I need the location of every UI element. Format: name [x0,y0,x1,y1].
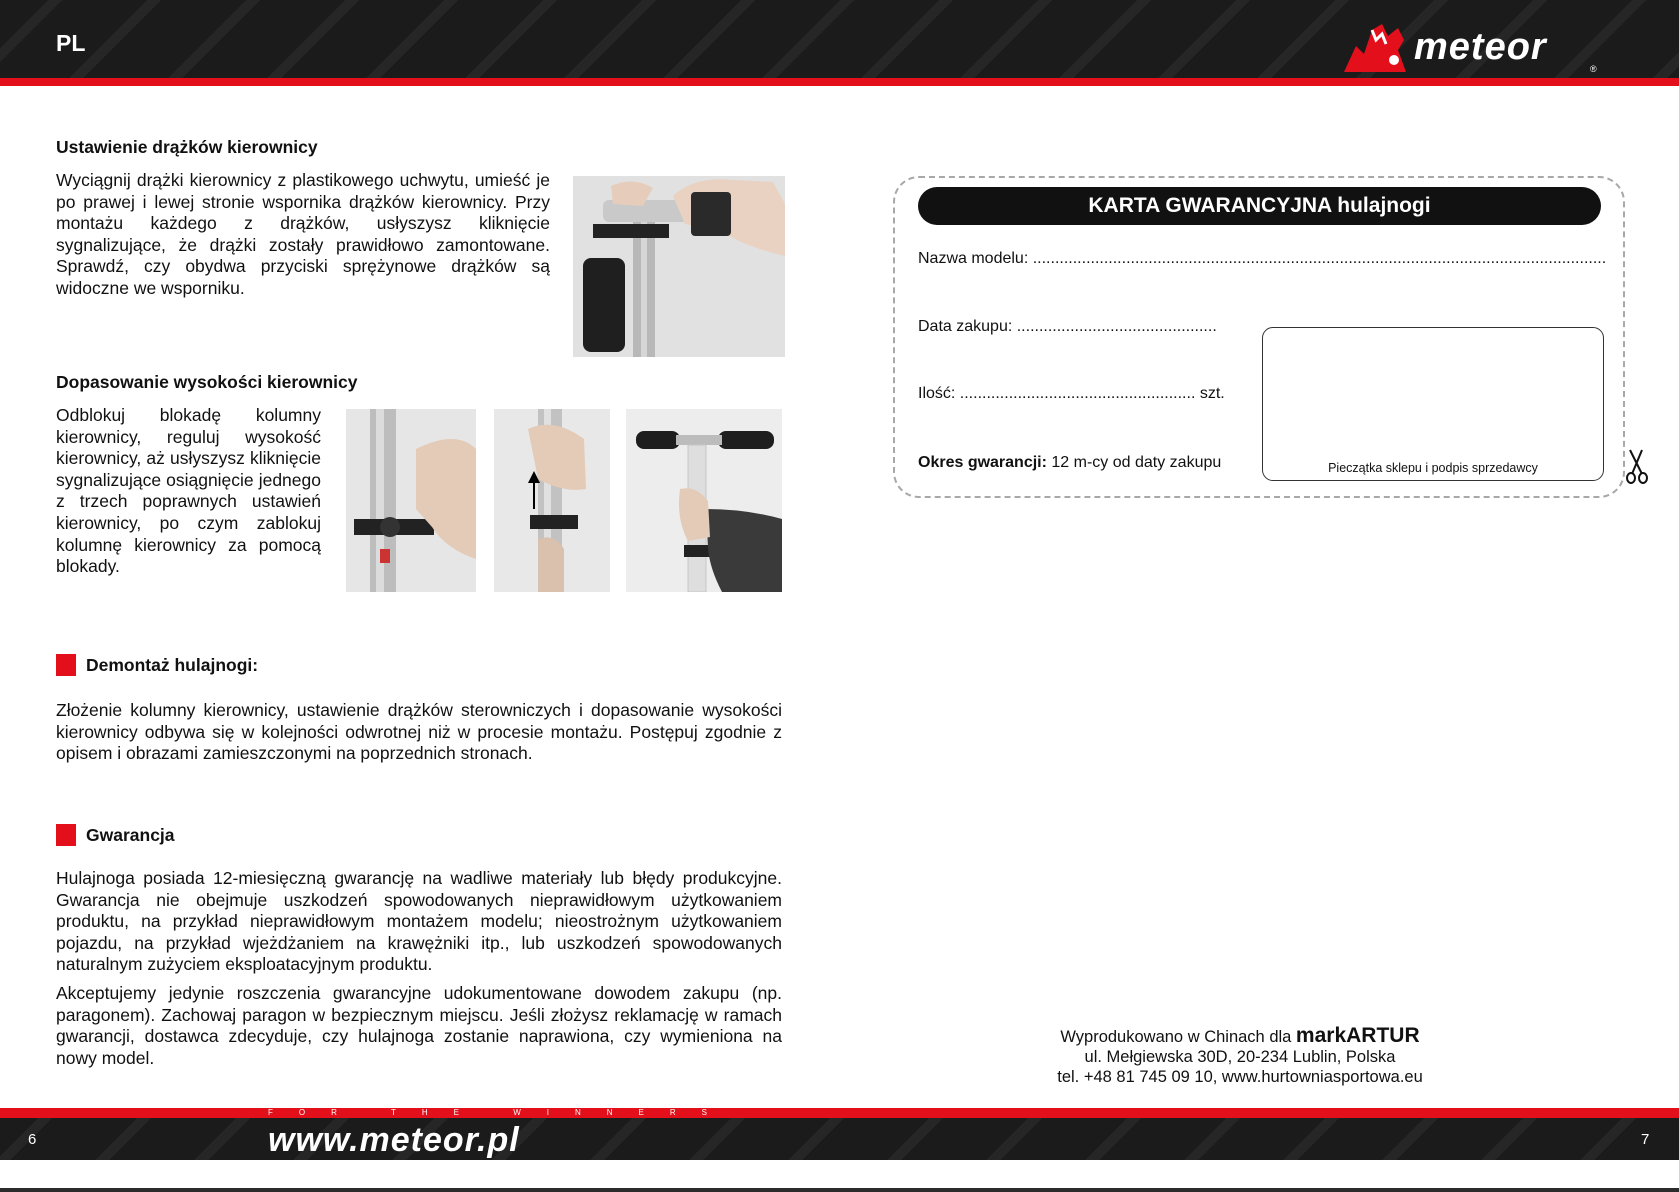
section-text-handlebars: Wyciągnij drążki kierownicy z plastikowego uchwytu, umieść je po prawej i lewej stronie wspornika drążków kierownicy. Przy montażu każdego z drążków, usłyszysz kliknięcie sygnalizujące, że drążki zostały prawidłowo zamontowane. Sprawdź, czy obydwa przyciski sprężynowe drążków są widoczne we wsporniku. [56,170,550,298]
warranty-paragraph-1: Hulajnoga posiada 12-miesięczną gwarancję na wadliwe materiały lub błędy produkcyjne. Gwarancja nie obejmuje uszkodzeń spowodowanych nieprawidłowym użytkowaniem produktu, na przykład nieprawidłowym montażem modelu; nieostrożnym użytkowaniem pojazdu, na przykład wjeżdżaniem na krawężniki itp., lub uszkodzeń spowodowanych naturalnym zużyciem eksploatacyjnym produktu. [56,868,782,975]
model-name-field: Nazwa modelu: ................................................................................................................................. [918,250,1607,267]
footer-url: www.meteor.pl [268,1121,520,1159]
language-label: PL [56,30,86,56]
page-number-right: 7 [1641,1131,1650,1148]
meteor-logo [1342,20,1602,78]
red-square-marker [56,654,76,676]
section-text-height: Odblokuj blokadę kolumny kierownicy, reguluj wysokość kierownicy, aż usłyszysz kliknięcie sygnalizujące osiągnięcie jednego z trzech poprawnych ustawień kierownicy, po czym zablokuj kolumnę kierownicy za pomocą blokady. [56,405,321,577]
manufacturer-info [1040,1026,1440,1087]
warranty-card-title: KARTA GWARANCYJNA hulajnogi [918,187,1601,225]
section-title-warranty: Gwarancja [86,825,175,845]
stamp-signature-box [1262,327,1604,481]
photo-height-adjust [494,409,610,592]
photo-handlebar-mount [573,176,785,357]
scissors-icon [1624,448,1650,484]
meteor-logo-icon [1342,20,1414,76]
bottom-border [0,1188,1679,1192]
warranty-period-field [918,454,1221,472]
maker-brand: markARTUR [1295,1024,1420,1047]
photo-height-unlock [346,409,476,592]
quantity-field: Ilość: ..................................................... szt. [918,385,1225,402]
stamp-signature-label: Pieczątka sklepu i podpis sprzedawcy [1328,461,1538,475]
warranty-period-label: Okres gwarancji: [918,454,1047,471]
maker-contact: tel. +48 81 745 09 10, www.hurtowniasportowa.eu [1057,1068,1423,1086]
registered-mark: ® [1590,64,1597,74]
warranty-paragraph-2: Akceptujemy jedynie roszczenia gwarancyjne udokumentowane dowodem zakupu (np. paragonem). Zachowaj paragon w bezpiecznym miejscu. Jeśli złożysz reklamację w ramach gwarancji, dostawca zdecyduje, czy hulajnoga zostanie naprawiona, czy wymieniona na nowy model. [56,983,782,1068]
section-title-handlebars: Ustawienie drążków kierownicy [56,137,318,157]
header-red-stripe [0,78,1679,86]
maker-line1: Wyprodukowano w Chinach dla [1060,1028,1296,1046]
section-text-disassembly: Złożenie kolumny kierownicy, ustawienie drążków sterowniczych i dopasowanie wysokości kierownicy odbywa się w kolejności odwrotnej niż w procesie montażu. Postępuj zgodnie z opisem i obrazami zamieszczonymi na poprzednich stronach. [56,700,782,764]
purchase-date-field: Data zakupu: ............................................. [918,318,1217,335]
red-square-marker [56,824,76,846]
footer-red-stripe [0,1108,1679,1118]
page-number-left: 6 [28,1131,37,1148]
section-title-disassembly: Demontaż hulajnogi: [86,655,259,675]
photo-height-lock [626,409,782,592]
section-title-height: Dopasowanie wysokości kierownicy [56,372,358,392]
warranty-period-value: 12 m-cy od daty zakupu [1046,454,1222,471]
maker-address: ul. Mełgiewska 30D, 20-234 Lublin, Polska [1084,1048,1396,1066]
footer-tagline: FOR THE WINNERS [268,1108,733,1117]
meteor-logo-text: meteor [1414,26,1547,68]
